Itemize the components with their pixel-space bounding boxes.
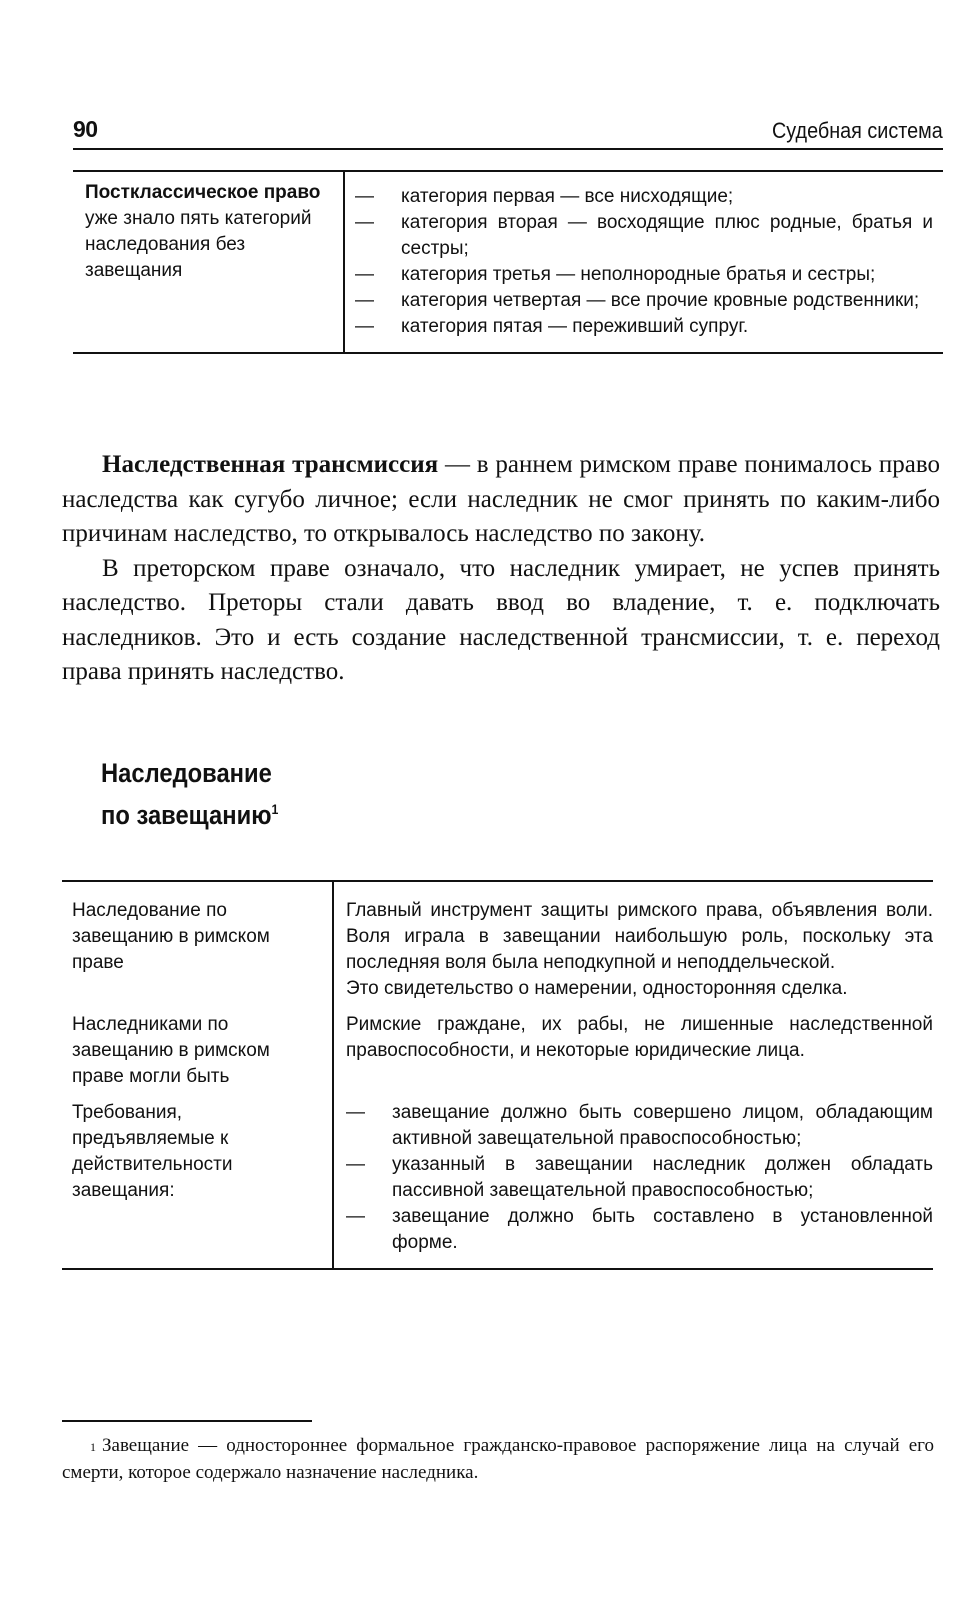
table-row <box>73 172 943 352</box>
heading-line-2 <box>101 791 278 833</box>
section-heading <box>101 755 278 833</box>
term-bold: Наследственная трансмиссия <box>102 451 439 478</box>
section-title: Судебная система <box>772 118 943 143</box>
list-item <box>355 314 933 340</box>
term-bold: Постклассическое право <box>85 182 321 203</box>
list-item <box>355 184 933 210</box>
list-item-text: категория четвертая — все прочие кровные родственники; <box>401 290 920 311</box>
inheritance-categories-table <box>73 170 943 354</box>
dash-marker: — <box>346 1206 365 1227</box>
dash-marker: — <box>355 212 374 233</box>
table-cell-definition <box>345 172 943 352</box>
heading-line-1: Наследование <box>101 758 272 788</box>
list-item <box>346 1100 933 1152</box>
table-cell-definition <box>334 1092 933 1268</box>
footnote-separator <box>62 1420 312 1422</box>
list-item-text: категория третья — неполнородные братья и сестры; <box>401 264 876 285</box>
testamentary-inheritance-table <box>62 880 933 1270</box>
page-number: 90 <box>73 116 98 142</box>
footnote-marker: 1 <box>90 1440 96 1454</box>
body-text <box>62 448 940 690</box>
table-cell-term: Наследование по завещанию в римском праве <box>62 882 334 1004</box>
list-item-text: категория пятая — переживший супруг. <box>401 316 749 337</box>
category-list <box>355 184 933 340</box>
list-item-text: указанный в завещании наследник должен обладать пассивной завещательной правоспособностью; <box>392 1154 933 1201</box>
table-cell-term: Требования, предъявляемые к действительности завещания: <box>62 1092 334 1268</box>
paragraph-praetor: В преторском праве означало, что наследник умирает, не успев принять наследство. Преторы стали давать ввод во владение, т. е. подключать наследников. Это и есть создание наследственной трансмиссии, т. е. переход права принять наследство. <box>62 554 940 685</box>
list-item-text: завещание должно быть составлено в установленной форме. <box>392 1206 933 1253</box>
dash-marker: — <box>346 1154 365 1175</box>
dash-marker: — <box>355 186 374 207</box>
dash-marker: — <box>355 290 374 311</box>
table-row <box>62 1004 933 1092</box>
term-rest: уже знало пять категорий наследования без завещания <box>85 208 312 281</box>
heading-text: по завещанию <box>101 800 272 830</box>
definition-paragraph: Главный инструмент защиты римского права, объявления воли. Воля играла в завещании наибольшую роль, поскольку эта последняя воля была неподкупной и неподдельческой. <box>346 900 933 973</box>
list-item-text: категория вторая — восходящие плюс родные, братья и сестры; <box>401 212 933 259</box>
definition-paragraph: Римские граждане, их рабы, не лишенные наследственной правоспособности, и некоторые юридические лица. <box>346 1014 933 1061</box>
footnote-ref: 1 <box>271 801 279 817</box>
list-item-text: завещание должно быть совершено лицом, обладающим активной завещательной правоспособностью; <box>392 1102 933 1149</box>
list-item <box>346 1152 933 1204</box>
table-row <box>62 882 933 1004</box>
dash-marker: — <box>355 264 374 285</box>
footnote <box>62 1432 934 1486</box>
table-cell-definition <box>334 882 933 1004</box>
paragraph-text: — в раннем римском праве понималось право наследства как сугубо личное; если наследник не смог принять по каким-либо причинам наследство, то открывалось наследство по закону. <box>62 451 940 547</box>
running-head <box>73 114 943 150</box>
table-cell-definition <box>334 1004 933 1092</box>
list-item <box>355 288 933 314</box>
list-item <box>355 210 933 262</box>
dash-marker: — <box>346 1102 365 1123</box>
paragraph-transmission <box>62 448 940 552</box>
dash-marker: — <box>355 316 374 337</box>
list-item-text: категория первая — все нисходящие; <box>401 186 734 207</box>
requirements-list <box>346 1100 933 1256</box>
definition-paragraph: Это свидетельство о намерении, односторонняя сделка. <box>346 978 848 999</box>
footnote-text: Завещание — одностороннее формальное гражданско-правовое распоряжение лица на случай его смерти, которое содержало назначение наследника. <box>62 1435 934 1483</box>
table-cell-term <box>73 172 345 352</box>
list-item <box>355 262 933 288</box>
list-item <box>346 1204 933 1256</box>
table-row <box>62 1092 933 1268</box>
table-cell-term: Наследниками по завещанию в римском праве могли быть <box>62 1004 334 1092</box>
